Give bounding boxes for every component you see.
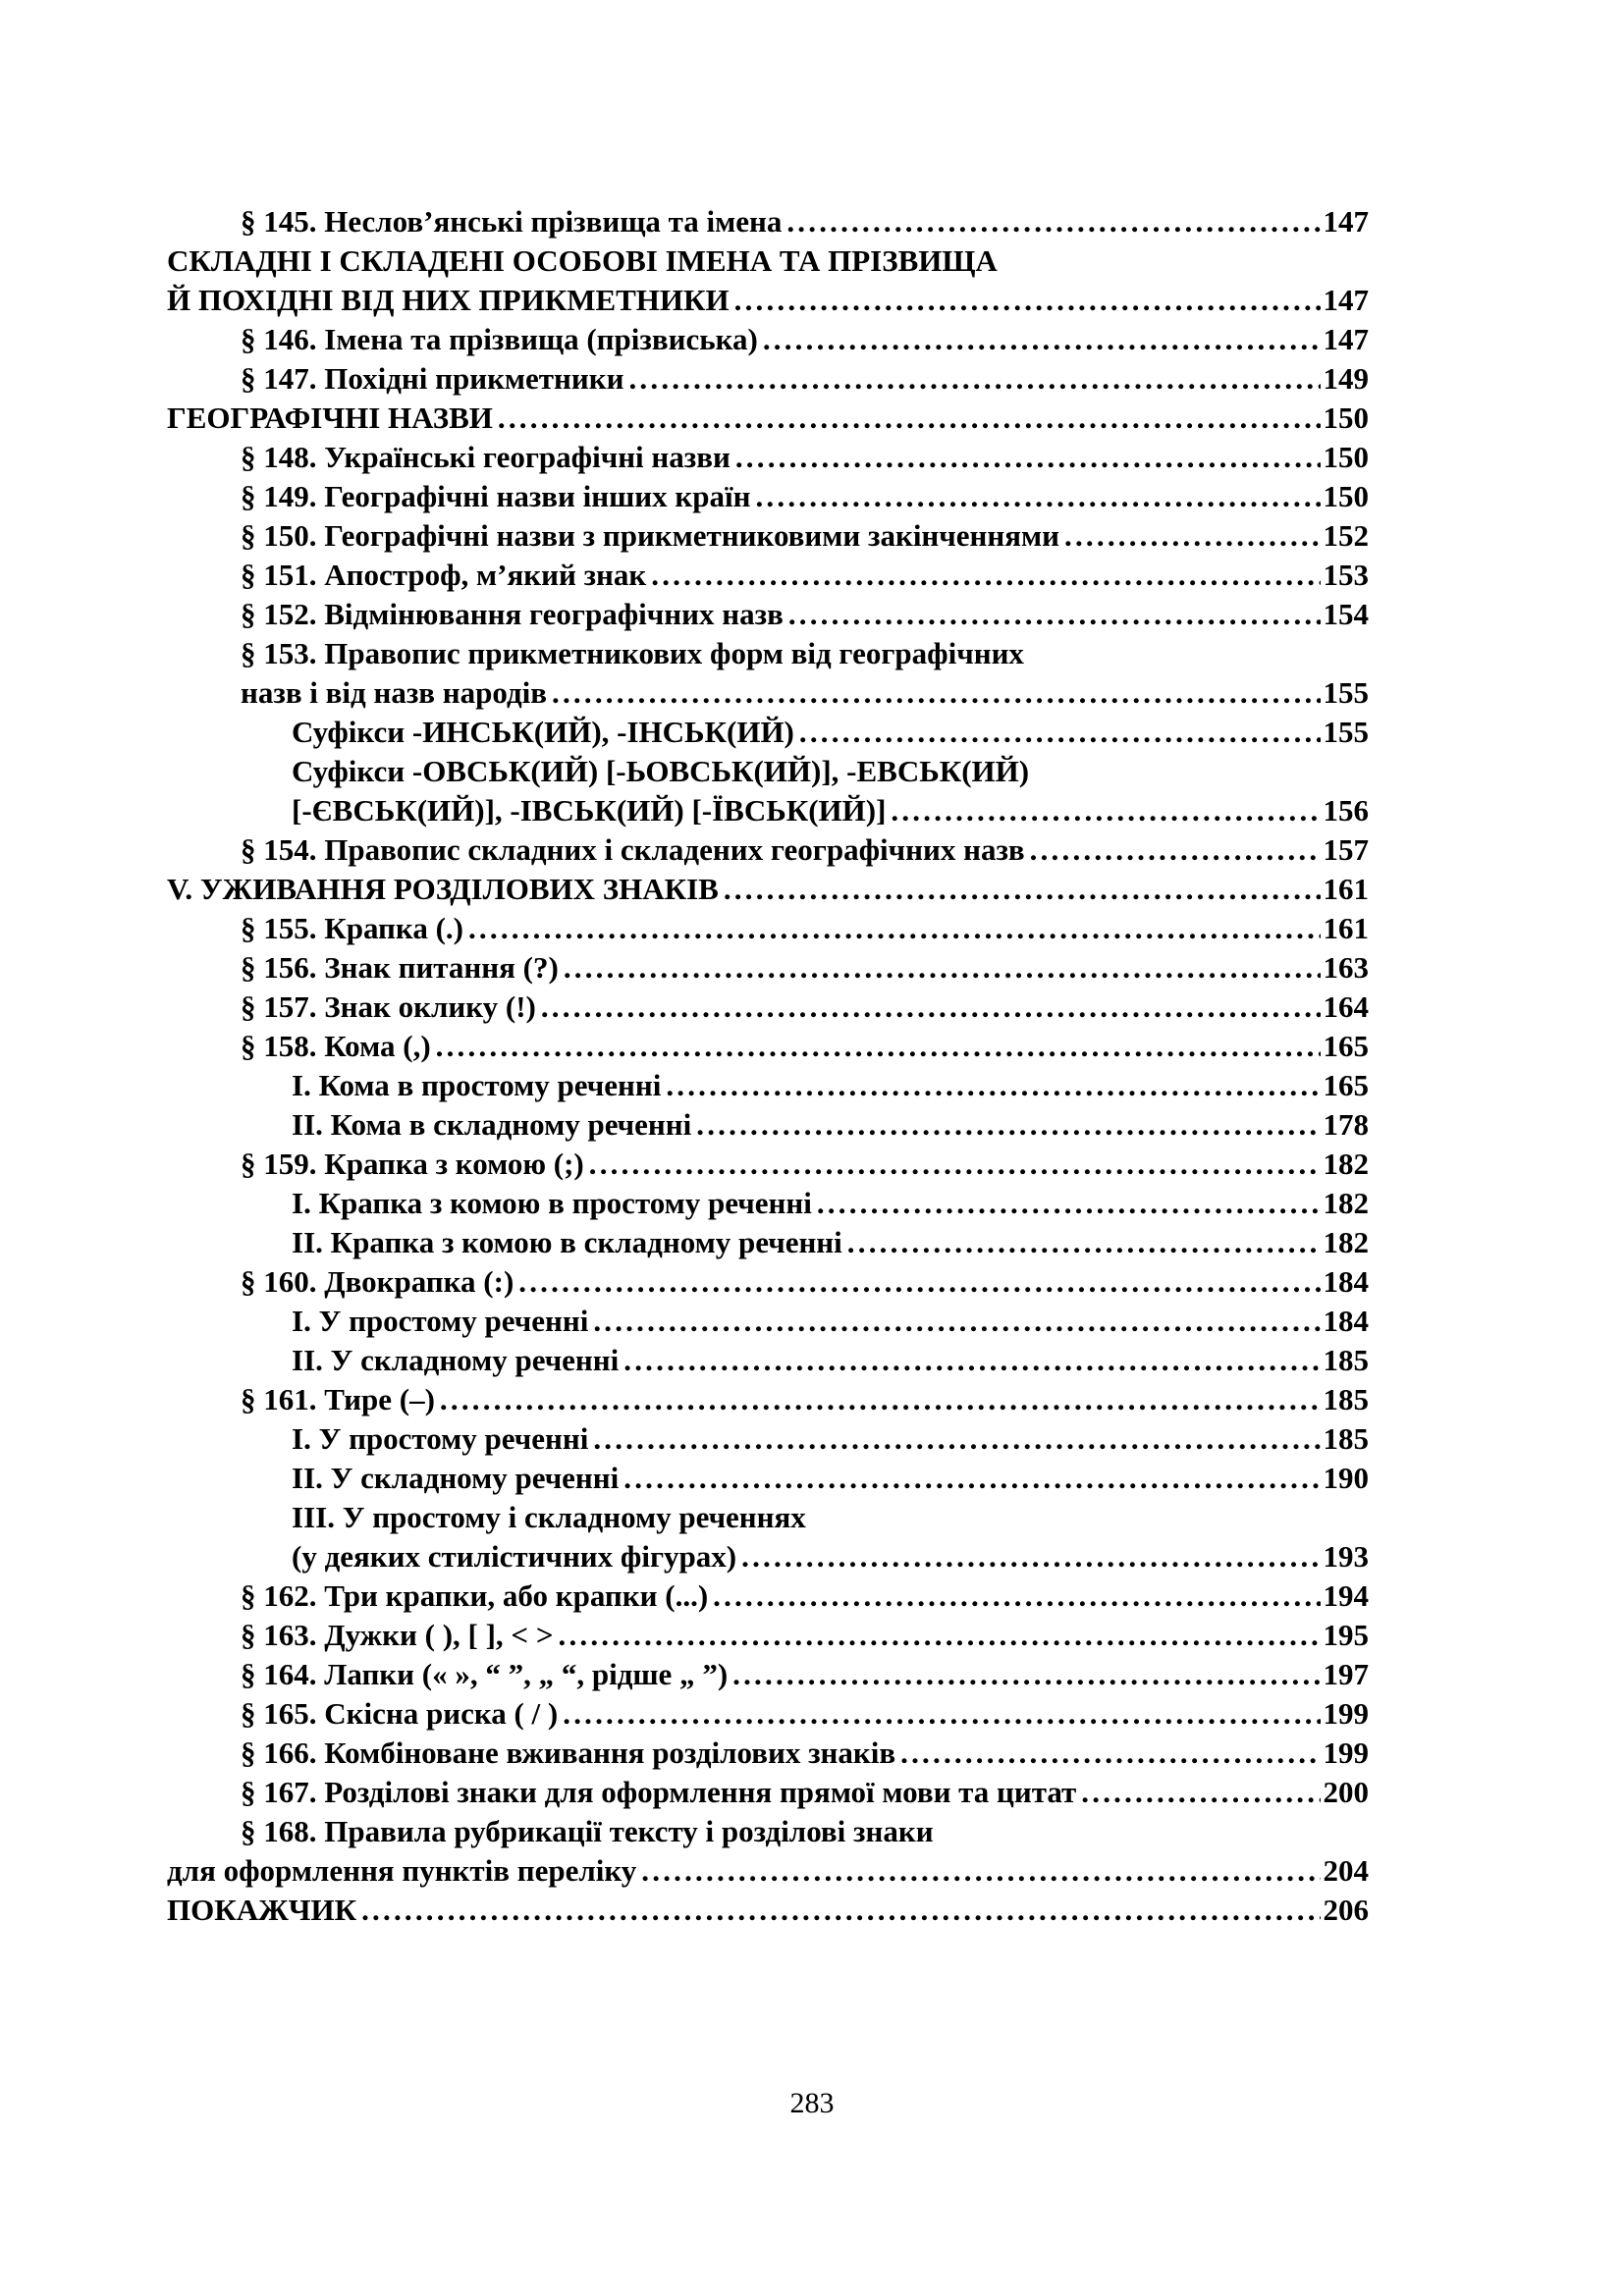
dot-leader xyxy=(564,948,1321,988)
toc-entry-text: § 153. Правопис прикметникових форм від географічних xyxy=(241,636,1024,670)
toc-line xyxy=(167,713,1369,752)
toc-line xyxy=(167,281,1369,320)
toc-page-number: 182 xyxy=(1323,1225,1369,1259)
dot-leader xyxy=(734,281,1321,320)
toc-line xyxy=(167,1851,1369,1891)
toc-entry-text: § 154. Правопис складних і складених географічних назв xyxy=(241,832,1025,867)
toc-entry-text: § 152. Відмінювання географічних назв xyxy=(241,597,784,631)
toc-line xyxy=(167,1262,1369,1302)
dot-leader xyxy=(891,791,1320,830)
toc-entry-text: ГЕОГРАФІЧНІ НАЗВИ xyxy=(167,400,493,435)
toc-page-number: 156 xyxy=(1323,793,1369,828)
toc-line xyxy=(167,830,1369,870)
toc-line xyxy=(167,320,1369,359)
toc-entry-text: § 147. Похідні прикметники xyxy=(241,361,624,396)
toc-line xyxy=(167,1380,1369,1419)
toc-page-number: 161 xyxy=(1323,911,1369,945)
toc-line xyxy=(167,359,1369,399)
dot-leader xyxy=(786,202,1320,241)
dot-leader xyxy=(755,477,1320,516)
toc-line xyxy=(167,1616,1369,1655)
toc-entry-text: § 151. Апостроф, м’який знак xyxy=(241,558,647,592)
toc-page-number: 155 xyxy=(1323,715,1369,749)
dot-leader xyxy=(436,1027,1321,1066)
toc-entry-text: § 164. Лапки (« », “ ”, „ “, рідше „ ”) xyxy=(241,1657,729,1691)
toc-page-number: 152 xyxy=(1323,518,1369,553)
toc-entry-text: § 163. Дужки ( ), [ ], < > xyxy=(241,1618,554,1652)
toc-page-number: 150 xyxy=(1323,400,1369,435)
toc-line xyxy=(167,1694,1369,1734)
footer-page-number: 283 xyxy=(789,2087,835,2119)
toc-page-number: 153 xyxy=(1323,558,1369,592)
dot-leader xyxy=(623,1459,1320,1498)
dot-leader xyxy=(361,1891,1320,1930)
dot-leader xyxy=(900,1734,1320,1773)
toc-entry-text: § 162. Три крапки, або крапки (...) xyxy=(241,1578,709,1613)
toc-line xyxy=(167,1576,1369,1616)
toc-line xyxy=(167,516,1369,556)
toc-page-number: 194 xyxy=(1323,1578,1369,1613)
toc-entry-text: § 150. Географічні назви з прикметниковими закінченнями xyxy=(241,518,1060,553)
dot-leader xyxy=(589,1145,1321,1184)
toc-page-number: 147 xyxy=(1323,204,1369,239)
toc-page-number: 199 xyxy=(1323,1696,1369,1731)
dot-leader xyxy=(593,1302,1320,1341)
toc-entry-text: II. Крапка з комою в складному реченні xyxy=(292,1225,842,1259)
dot-leader xyxy=(541,988,1321,1027)
toc-line xyxy=(167,752,1369,791)
toc-line xyxy=(167,202,1369,241)
toc-entry-text: § 161. Тире (–) xyxy=(241,1382,435,1416)
toc-line xyxy=(167,1184,1369,1223)
toc-line xyxy=(167,1419,1369,1459)
toc-entry-text: § 146. Імена та прізвища (прізвиська) xyxy=(241,322,758,356)
toc-line xyxy=(167,1302,1369,1341)
dot-leader xyxy=(593,1419,1320,1459)
toc-entry-text: [-ЄВСЬК(ИЙ)], -ІВСЬК(ИЙ) [-ЇВСЬК(ИЙ)] xyxy=(292,793,887,828)
dot-leader xyxy=(696,1105,1320,1145)
toc-line xyxy=(167,1223,1369,1262)
toc-line xyxy=(167,1498,1369,1537)
toc-entry-text: III. У простому і складному реченнях xyxy=(292,1500,806,1534)
toc-entry-text: § 157. Знак оклику (!) xyxy=(241,989,536,1024)
toc-page-number: 147 xyxy=(1323,322,1369,356)
toc-page-number: 147 xyxy=(1323,283,1369,317)
dot-leader xyxy=(440,1380,1321,1419)
toc-page-number: 157 xyxy=(1323,832,1369,867)
toc-page-number: 206 xyxy=(1323,1893,1369,1927)
toc-entry-text: Суфікси -ИНСЬК(ИЙ), -ІНСЬК(ИЙ) xyxy=(292,715,794,749)
toc-line xyxy=(167,1773,1369,1812)
toc-entry-text: § 166. Комбіноване вживання розділових знаків xyxy=(241,1735,896,1770)
dot-leader xyxy=(788,595,1321,634)
toc-line xyxy=(167,1537,1369,1576)
dot-leader xyxy=(713,1576,1320,1616)
toc-entry-text: СКЛАДНІ І СКЛАДЕНІ ОСОБОВІ ІМЕНА ТА ПРІЗВИЩА xyxy=(167,243,998,278)
toc-page-number: 185 xyxy=(1323,1382,1369,1416)
toc-entry-text: § 156. Знак питання (?) xyxy=(241,950,559,985)
toc-line xyxy=(167,909,1369,948)
dot-leader xyxy=(623,1341,1320,1380)
toc-entry-text: II. У складному реченні xyxy=(292,1343,620,1377)
dot-leader xyxy=(741,1537,1320,1576)
toc-page-number: 199 xyxy=(1323,1735,1369,1770)
dot-leader xyxy=(628,359,1320,399)
table-of-contents xyxy=(167,202,1369,1930)
toc-line xyxy=(167,673,1369,713)
toc-entry-text: для оформлення пунктів переліку xyxy=(167,1853,637,1888)
toc-page-number: 155 xyxy=(1323,675,1369,710)
toc-line xyxy=(167,1891,1369,1930)
toc-page-number: 182 xyxy=(1323,1186,1369,1220)
toc-entry-text: ПОКАЖЧИК xyxy=(167,1893,357,1927)
toc-line xyxy=(167,988,1369,1027)
toc-page-number: 195 xyxy=(1323,1618,1369,1652)
toc-entry-text: § 167. Розділові знаки для оформлення прямої мови та цитат xyxy=(241,1775,1077,1809)
toc-line xyxy=(167,1655,1369,1694)
toc-line xyxy=(167,1812,1369,1851)
toc-entry-text: (у деяких стилістичних фігурах) xyxy=(292,1539,737,1574)
toc-line xyxy=(167,870,1369,909)
toc-line xyxy=(167,634,1369,673)
toc-page-number: 184 xyxy=(1323,1304,1369,1338)
toc-line xyxy=(167,1341,1369,1380)
dot-leader xyxy=(799,713,1321,752)
dot-leader xyxy=(1064,516,1320,556)
toc-line xyxy=(167,1066,1369,1105)
dot-leader xyxy=(763,320,1321,359)
toc-entry-text: Й ПОХІДНІ ВІД НИХ ПРИКМЕТНИКИ xyxy=(167,283,730,317)
toc-entry-text: § 168. Правила рубрикації тексту і розділові знаки xyxy=(241,1814,934,1848)
dot-leader xyxy=(651,556,1320,595)
toc-line xyxy=(167,948,1369,988)
toc-entry-text: I. У простому реченні xyxy=(292,1304,589,1338)
dot-leader xyxy=(518,1262,1320,1302)
toc-page-number: 164 xyxy=(1323,989,1369,1024)
toc-entry-text: I. Кома в простому реченні xyxy=(292,1068,662,1102)
toc-entry-text: § 149. Географічні назви інших країн xyxy=(241,479,751,513)
toc-page-number: 149 xyxy=(1323,361,1369,396)
dot-leader xyxy=(724,870,1321,909)
toc-page-number: 182 xyxy=(1323,1147,1369,1181)
toc-page-number: 163 xyxy=(1323,950,1369,985)
toc-entry-text: § 155. Крапка (.) xyxy=(241,911,463,945)
toc-page-number: 193 xyxy=(1323,1539,1369,1574)
toc-entry-text: I. У простому реченні xyxy=(292,1421,589,1456)
toc-line xyxy=(167,1145,1369,1184)
toc-entry-text: I. Крапка з комою в простому реченні xyxy=(292,1186,812,1220)
dot-leader xyxy=(735,438,1321,477)
toc-page-number: 161 xyxy=(1323,872,1369,906)
dot-leader xyxy=(817,1184,1321,1223)
toc-line xyxy=(167,241,1369,281)
toc-line xyxy=(167,791,1369,830)
toc-entry-text: § 145. Неслов’янські прізвища та імена xyxy=(241,204,783,239)
toc-entry-text: II. У складному реченні xyxy=(292,1461,620,1495)
toc-page-number: 184 xyxy=(1323,1264,1369,1299)
toc-line xyxy=(167,1105,1369,1145)
toc-line xyxy=(167,1459,1369,1498)
dot-leader xyxy=(666,1066,1320,1105)
dot-leader xyxy=(559,1616,1321,1655)
toc-entry-text: II. Кома в складному реченні xyxy=(292,1107,692,1142)
toc-page-number: 154 xyxy=(1323,597,1369,631)
toc-line xyxy=(167,1734,1369,1773)
dot-leader xyxy=(563,1694,1320,1734)
toc-entry-text: назв і від назв народів xyxy=(241,675,548,710)
toc-entry-text: § 158. Кома (,) xyxy=(241,1029,431,1063)
dot-leader xyxy=(1081,1773,1320,1812)
toc-line xyxy=(167,1027,1369,1066)
toc-line xyxy=(167,595,1369,634)
dot-leader xyxy=(552,673,1320,713)
toc-page-number: 150 xyxy=(1323,479,1369,513)
toc-line xyxy=(167,556,1369,595)
toc-entry-text: § 148. Українські географічні назви xyxy=(241,440,731,474)
toc-line xyxy=(167,477,1369,516)
toc-entry-text: Суфікси -ОВСЬК(ИЙ) [-ЬОВСЬК(ИЙ)], -ЕВСЬК(ИЙ) xyxy=(292,754,1030,788)
toc-page-number: 150 xyxy=(1323,440,1369,474)
toc-page-number: 178 xyxy=(1323,1107,1369,1142)
toc-line xyxy=(167,438,1369,477)
toc-page-number: 185 xyxy=(1323,1421,1369,1456)
toc-line xyxy=(167,399,1369,438)
dot-leader xyxy=(498,399,1321,438)
toc-entry-text: § 159. Крапка з комою (;) xyxy=(241,1147,584,1181)
toc-page-number: 190 xyxy=(1323,1461,1369,1495)
dot-leader xyxy=(732,1655,1320,1694)
toc-page-number: 185 xyxy=(1323,1343,1369,1377)
toc-page-number: 165 xyxy=(1323,1029,1369,1063)
toc-entry-text: V. УЖИВАННЯ РОЗДІЛОВИХ ЗНАКІВ xyxy=(167,872,719,906)
toc-entry-text: § 160. Двокрапка (:) xyxy=(241,1264,514,1299)
toc-page-number: 204 xyxy=(1323,1853,1369,1888)
toc-page-number: 197 xyxy=(1323,1657,1369,1691)
toc-page-number: 200 xyxy=(1323,1775,1369,1809)
toc-entry-text: § 165. Скісна риска ( / ) xyxy=(241,1696,559,1731)
toc-page-number: 165 xyxy=(1323,1068,1369,1102)
dot-leader xyxy=(468,909,1321,948)
dot-leader xyxy=(1030,830,1321,870)
dot-leader xyxy=(641,1851,1320,1891)
dot-leader xyxy=(847,1223,1321,1262)
